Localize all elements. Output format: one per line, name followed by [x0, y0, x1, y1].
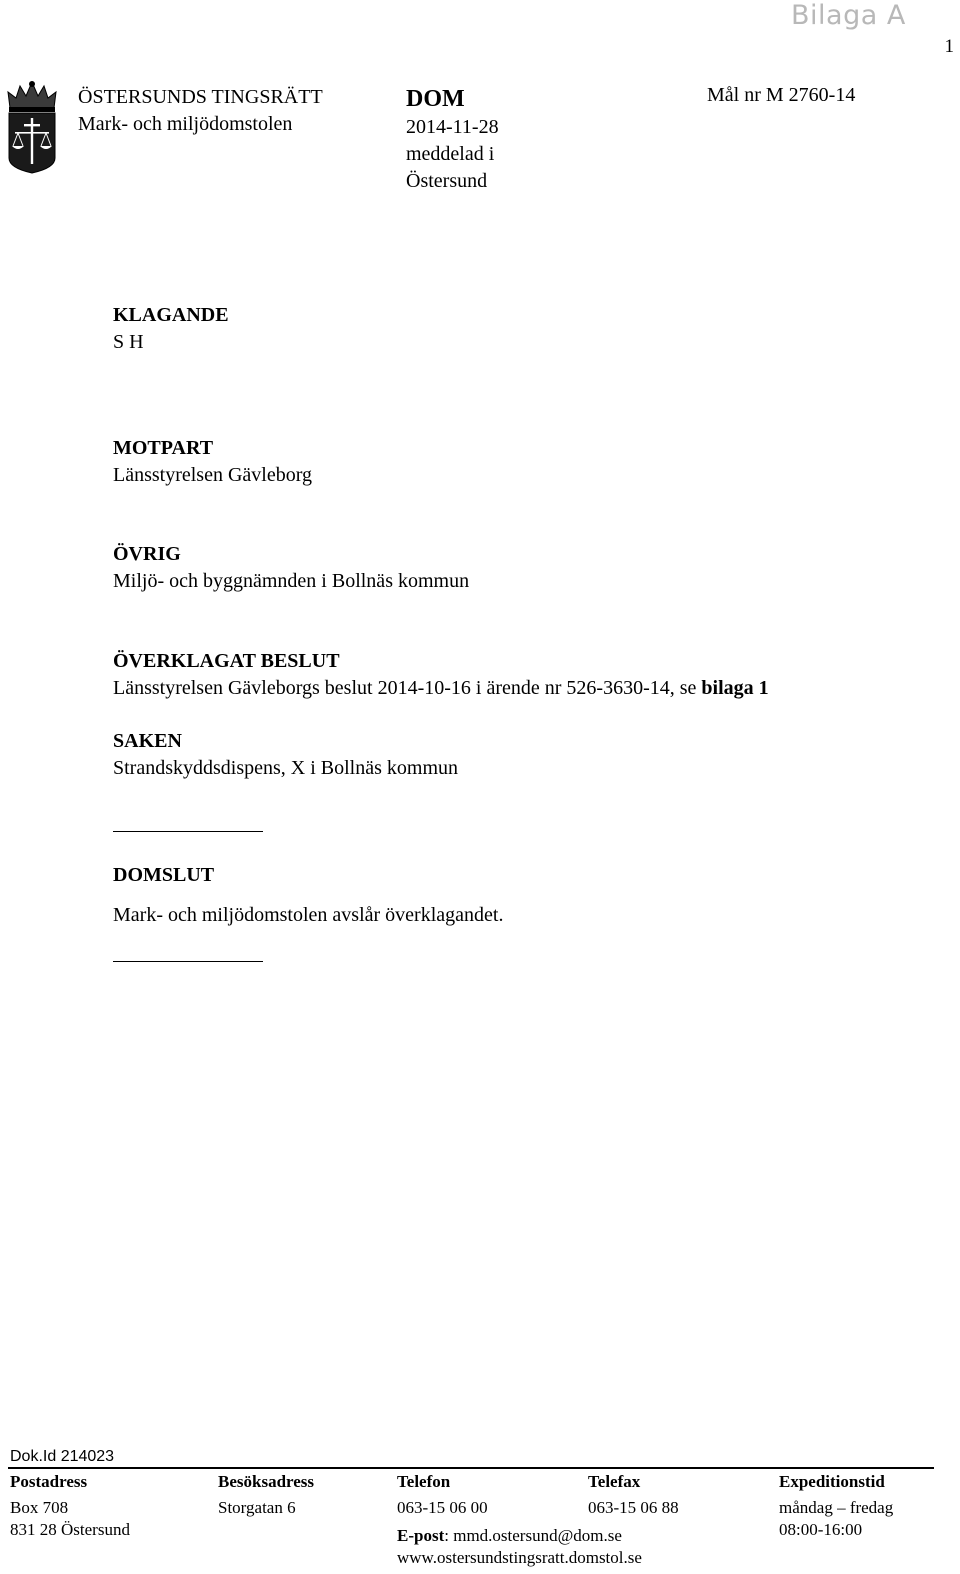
court-header — [78, 84, 323, 138]
page-number: 1 — [944, 36, 954, 57]
divider — [113, 831, 263, 832]
judgment-delivered: meddelad i — [406, 143, 495, 165]
section-heading: ÖVERKLAGAT BESLUT — [113, 650, 340, 672]
email-label: E-post — [397, 1526, 445, 1545]
footer-label: Telefax — [588, 1472, 641, 1491]
website-link[interactable]: www.ostersundstingsratt.domstol.se — [397, 1548, 642, 1567]
judgment-title: DOM — [406, 86, 465, 112]
section-text: S H — [113, 331, 144, 353]
footer-value: 831 28 Östersund — [10, 1520, 130, 1539]
email-link[interactable]: mmd.ostersund@dom.se — [453, 1526, 622, 1545]
section-text — [113, 675, 769, 702]
court-name: ÖSTERSUNDS TINGSRÄTT — [78, 86, 323, 108]
section-heading: DOMSLUT — [113, 864, 215, 886]
footer-fax — [588, 1471, 679, 1519]
attachment-reference: bilaga 1 — [701, 677, 769, 699]
footer-email: E-post: mmd.ostersund@dom.se — [397, 1526, 622, 1545]
footer-divider — [8, 1467, 934, 1469]
section-motpart — [113, 435, 312, 489]
section-ovrig — [113, 541, 469, 595]
footer-label: Postadress — [10, 1472, 88, 1491]
document-id: Dok.Id 214023 — [10, 1448, 115, 1465]
footer-label: Expeditionstid — [779, 1472, 885, 1491]
section-heading: SAKEN — [113, 730, 182, 752]
footer-label: Besöksadress — [218, 1472, 315, 1491]
section-text: Mark- och miljödomstolen avslår överklagandet. — [113, 904, 504, 926]
footer-value: Box 708 — [10, 1498, 69, 1517]
divider — [113, 961, 263, 962]
judgment-date: 2014-11-28 — [406, 116, 499, 138]
footer-value: 063-15 06 88 — [588, 1498, 679, 1517]
attachment-stamp: Bilaga A — [791, 0, 906, 31]
footer-postal-address — [10, 1471, 130, 1541]
section-overklagat-beslut — [113, 648, 769, 702]
footer-office-hours — [779, 1471, 893, 1541]
section-text: Länsstyrelsen Gävleborg — [113, 464, 313, 486]
case-number: Mål nr M 2760-14 — [707, 84, 856, 106]
footer-value: Storgatan 6 — [218, 1498, 296, 1517]
footer-visiting-address — [218, 1471, 314, 1519]
decision-text: Länsstyrelsen Gävleborgs beslut 2014-10-16 i ärende nr 526-3630-14, se — [113, 677, 697, 699]
court-coat-of-arms-icon — [4, 80, 60, 174]
section-saken — [113, 728, 458, 782]
section-heading: KLAGANDE — [113, 304, 229, 326]
footer-label: Telefon — [397, 1472, 451, 1491]
section-domslut — [113, 862, 503, 929]
section-klagande — [113, 302, 229, 356]
section-text: Strandskyddsdispens, X i Bollnäs kommun — [113, 757, 459, 779]
section-heading: MOTPART — [113, 437, 214, 459]
judgment-place: Östersund — [406, 170, 488, 192]
section-text: Miljö- och byggnämnden i Bollnäs kommun — [113, 570, 470, 592]
judgment-header — [406, 84, 499, 195]
section-heading: ÖVRIG — [113, 543, 181, 565]
footer-value: 08:00-16:00 — [779, 1520, 863, 1539]
footer-value: måndag – fredag — [779, 1498, 894, 1517]
court-division: Mark- och miljödomstolen — [78, 113, 293, 135]
footer-value: 063-15 06 00 — [397, 1498, 488, 1517]
